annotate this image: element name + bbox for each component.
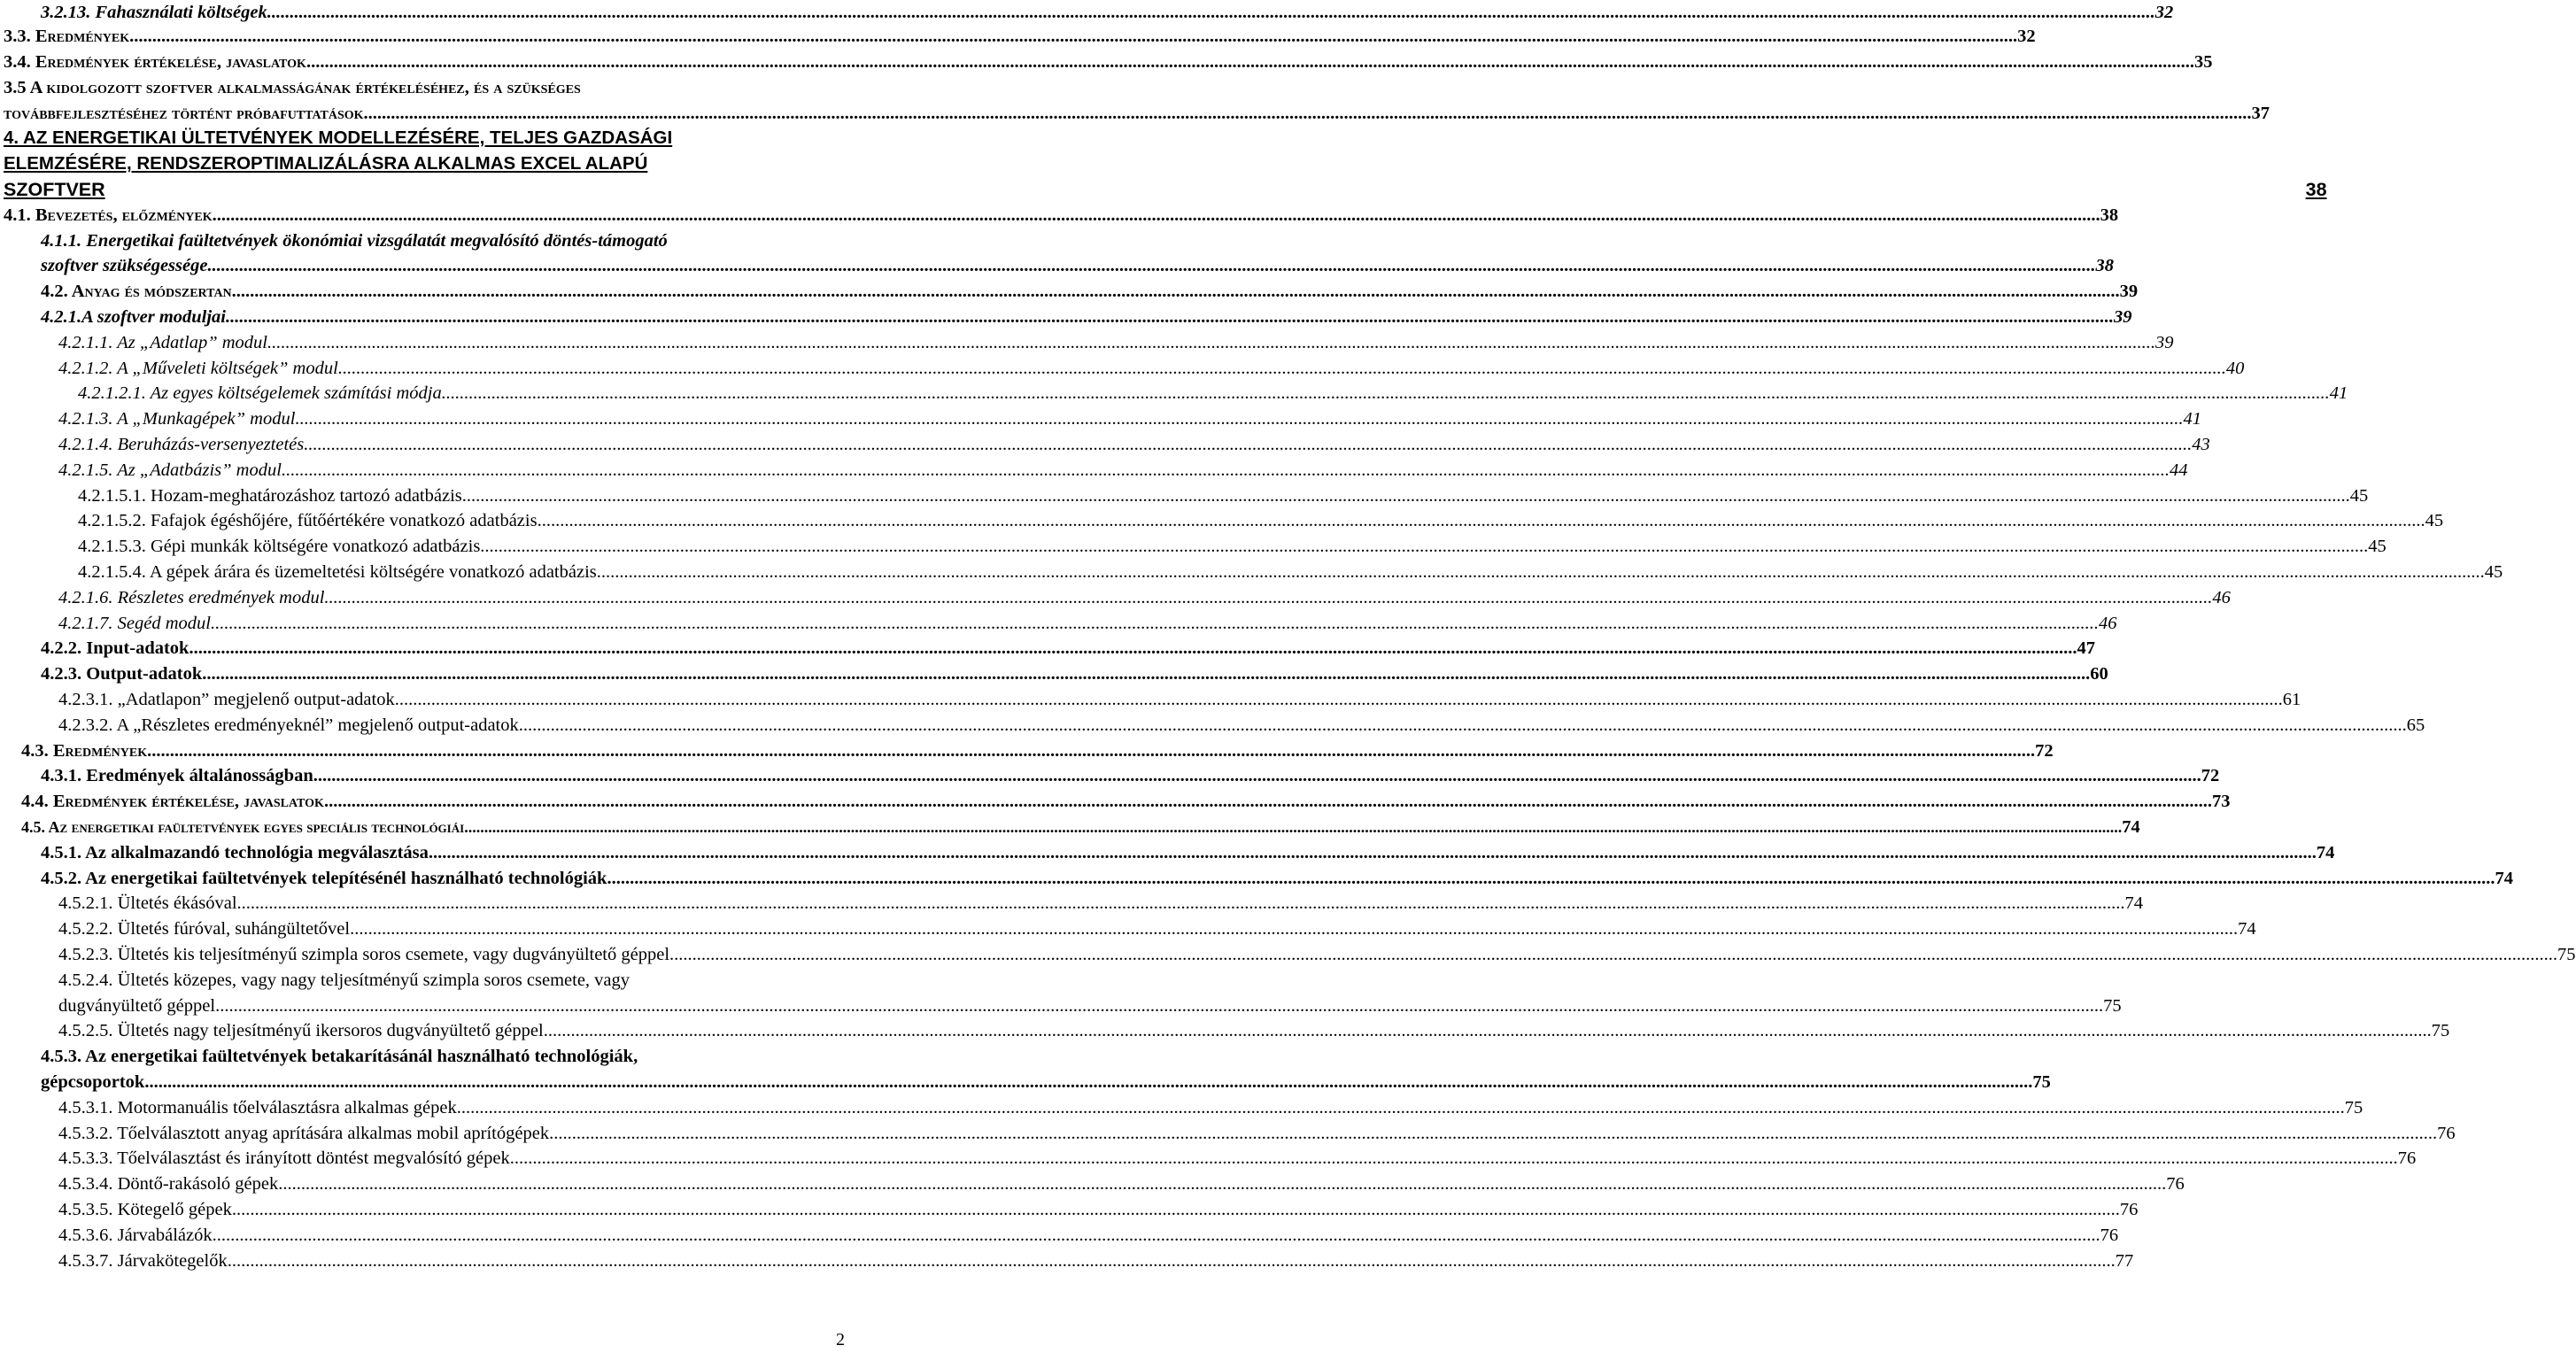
toc-entry: 4.1. Bevezetés, előzmények ..... 38 [4, 203, 843, 228]
toc-entry: 3.2.13. Fahasználati költségek ..... 32 [41, 0, 843, 25]
toc-entry: 4.5.3.7. Járvakötegelők ..... 77 [58, 1249, 843, 1273]
toc-entry-line: 4.5.3. Az energetikai faültetvények betakarításánál használható technológiák, [41, 1047, 638, 1066]
toc-entry: 4.2. Anyag és módszertan ..... 39 [41, 279, 843, 304]
toc-entry: gépcsoportok ..... 75 [41, 1070, 843, 1094]
toc-entry: 4.2.1.4. Beruházás-versenyeztetés ..... 43 [58, 432, 843, 457]
toc-entry: 4.5.3.5. Kötegelő gépek ..... 76 [58, 1197, 843, 1222]
toc-entry: 4.3. Eredmények ..... 72 [21, 738, 843, 763]
toc-entry: 4.2.1.7. Segéd modul ..... 46 [58, 611, 843, 636]
toc-entry: 4.2.1.5.3. Gépi munkák költségére vonatkozó adatbázis ..... 45 [78, 534, 843, 559]
toc-entry: 4.5.2. Az energetikai faültetvények telepítésénél használható technológiák ..... 74 [41, 866, 843, 891]
toc-entry-line: 4.1.1. Energetikai faültetvények ökonómiai vizsgálatát megvalósító döntés-támogató [41, 231, 668, 251]
toc-entry: 4.5.2.1. Ültetés ékásóval ..... 74 [58, 891, 843, 916]
toc-entry: 4.2.2. Input-adatok ..... 47 [41, 636, 843, 661]
toc-entry: 4.3.1. Eredmények általánosságban ..... 72 [41, 763, 843, 788]
toc-entry: 4.5.3.6. Járvabálázók ..... 76 [58, 1223, 843, 1248]
toc-entry: 4.2.1.2.1. Az egyes költségelemek számítási módja ..... 41 [78, 381, 843, 406]
toc-entry: szoftver szükségessége ..... 38 [41, 253, 843, 278]
toc-entry: 4.5.2.3. Ültetés kis teljesítményű szimpla soros csemete, vagy dugványültető géppel ..... 75 [58, 942, 843, 967]
toc-entry: 4.5.3.4. Döntő-rakásoló gépek ..... 76 [58, 1172, 843, 1196]
toc-entry: 4.5.3.2. Tőelválasztott anyag aprítására alkalmas mobil aprítógépek ..... 76 [58, 1121, 843, 1146]
toc-entry-line: 4.5.2.4. Ültetés közepes, vagy nagy teljesítményű szimpla soros csemete, vagy [58, 970, 630, 990]
toc-entry: 4.2.3. Output-adatok ..... 60 [41, 661, 843, 686]
toc-entry: 4.5.2.5. Ültetés nagy teljesítményű ikersoros dugványültető géppel ..... 75 [58, 1018, 843, 1043]
toc-entry: 4.5.3.1. Motormanuális tőelválasztásra alkalmas gépek ..... 75 [58, 1095, 843, 1120]
toc-entry: 4.2.1.5. Az „Adatbázis” modul ..... 44 [58, 458, 843, 483]
page-number: 2 [836, 1330, 845, 1349]
toc-entry: 3.3. Eredmények ..... 32 [4, 24, 843, 49]
toc-entry: 4.2.1.3. A „Munkagépek” modul ..... 41 [58, 406, 843, 431]
toc-chapter-entry: SZOFTVER 38 [4, 179, 2327, 200]
toc-entry: 4.2.1.2. A „Műveleti költségek” modul ..... 40 [58, 356, 843, 381]
toc-entry: 4.2.1.5.4. A gépek árára és üzemeltetési költségére vonatkozó adatbázis ..... 45 [78, 560, 843, 584]
toc-entry: 3.4. Eredmények értékelése, javaslatok ..... 35 [4, 50, 843, 74]
toc-entry: 4.5. Az energetikai faültetvények egyes speciális technológiái ..... 74 [21, 815, 843, 839]
toc-entry: 4.2.1.6. Részletes eredmények modul ..... 46 [58, 585, 843, 610]
toc-entry: dugványültető géppel ..... 75 [58, 994, 843, 1018]
toc-entry: 4.5.2.2. Ültetés fúróval, suhángültetővel ..... 74 [58, 916, 843, 941]
toc-entry: 4.5.3.3. Tőelválasztást és irányított döntést megvalósító gépek ..... 76 [58, 1146, 843, 1171]
toc-entry: 4.2.3.2. A „Részletes eredményeknél” megjelenő output-adatok ..... 65 [58, 713, 843, 738]
toc-entry: 4.4. Eredmények értékelése, javaslatok ..... 73 [21, 789, 843, 814]
toc-chapter-line: ELEMZÉSÉRE, RENDSZEROPTIMALIZÁLÁSRA ALKALMAS EXCEL ALAPÚ [4, 153, 648, 174]
toc-entry: 4.5.1. Az alkalmazandó technológia megválasztása ..... 74 [41, 840, 843, 865]
toc-chapter-line: 4. AZ ENERGETIKAI ÜLTETVÉNYEK MODELLEZÉSÉRE, TELJES GAZDASÁGI [4, 128, 673, 148]
toc-entry: 4.2.1.1. Az „Adatlap” modul ..... 39 [58, 330, 843, 355]
toc-entry: továbbfejlesztéséhez történt próbafuttatások ..... 37 [4, 101, 843, 126]
toc-entry: 4.2.1.5.1. Hozam-meghatározáshoz tartozó adatbázis ..... 45 [78, 483, 843, 508]
toc-entry: 4.2.1.5.2. Fafajok égéshőjére, fűtőértékére vonatkozó adatbázis ..... 45 [78, 508, 843, 533]
toc-entry-line: 3.5 A kidolgozott szoftver alkalmasságának értékeléséhez, és a szükséges [4, 78, 581, 97]
toc-entry: 4.2.1.A szoftver moduljai ..... 39 [41, 305, 843, 329]
toc-entry: 4.2.3.1. „Adatlapon” megjelenő output-adatok ..... 61 [58, 687, 843, 712]
